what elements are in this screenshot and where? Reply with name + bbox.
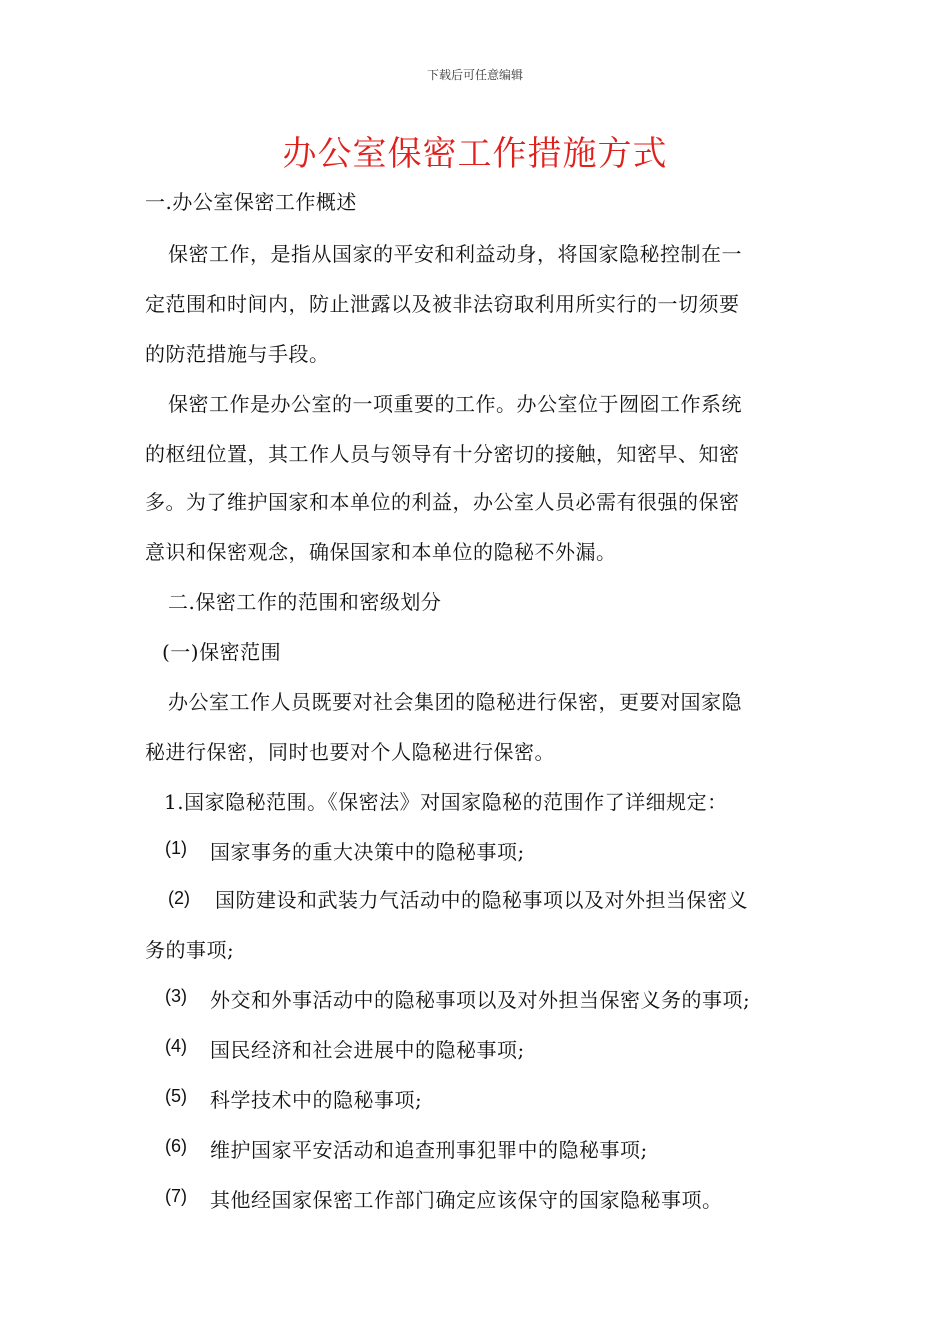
paragraph-2-line-4: 意识和保密观念，确保国家和本单位的隐秘不外漏。 [145, 540, 617, 564]
list-item-number: (7) [165, 1186, 187, 1206]
document-title: 办公室保密工作措施方式 [282, 134, 668, 174]
paragraph-3-line-1: 办公室工作人员既要对社会集团的隐秘进行保密，更要对国家隐 [168, 690, 742, 714]
paragraph-2-line-2: 的枢纽位置，其工作人员与领导有十分密切的接触，知密早、知密 [145, 442, 740, 466]
list-item-number: (1) [165, 838, 187, 858]
list-item-number: (6) [165, 1136, 187, 1156]
list-item-text: 外交和外事活动中的隐秘事项以及对外担当保密义务的事项; [210, 988, 751, 1012]
paragraph-1-line-2: 定范围和时间内，防止泄露以及被非法窃取利用所实行的一切须要 [145, 292, 740, 316]
paragraph-1-line-3: 的防范措施与手段。 [145, 342, 330, 366]
list-item-number: (2) [168, 888, 190, 908]
paragraph-2-line-1: 保密工作是办公室的一项重要的工作。办公室位于囫囵工作系统 [168, 392, 742, 416]
list-item-text: 其他经国家保密工作部门确定应该保守的国家隐秘事项。 [210, 1188, 723, 1212]
section-heading-2: 二.保密工作的范围和密级划分 [168, 590, 442, 614]
paragraph-2-line-3: 多。为了维护国家和本单位的利益，办公室人员必需有很强的保密 [145, 490, 740, 514]
list-item-text: 国民经济和社会进展中的隐秘事项; [210, 1038, 525, 1062]
list-item-number: (3) [165, 986, 187, 1006]
paragraph-3-line-2: 秘进行保密，同时也要对个人隐秘进行保密。 [145, 740, 555, 764]
paragraph-1-line-1: 保密工作，是指从国家的平安和利益动身，将国家隐秘控制在一 [168, 242, 742, 266]
section-heading-1: 一.办公室保密工作概述 [145, 190, 357, 214]
list-item-number: (5) [165, 1086, 187, 1106]
subsection-heading: (一)保密范围 [162, 640, 282, 664]
list-item-text: 维护国家平安活动和追查刑事犯罪中的隐秘事项; [210, 1138, 648, 1162]
point-1: 1.国家隐秘范围。《保密法》对国家隐秘的范围作了详细规定： [164, 790, 728, 814]
list-item-text: 国家事务的重大决策中的隐秘事项; [210, 840, 525, 864]
list-item-number: (4) [165, 1036, 187, 1056]
list-item-text: 国防建设和武装力气活动中的隐秘事项以及对外担当保密义 [215, 888, 748, 912]
list-item-continuation: 务的事项; [145, 938, 235, 962]
list-item-text: 科学技术中的隐秘事项; [210, 1088, 423, 1112]
page-header: 下载后可任意编辑 [426, 68, 523, 82]
